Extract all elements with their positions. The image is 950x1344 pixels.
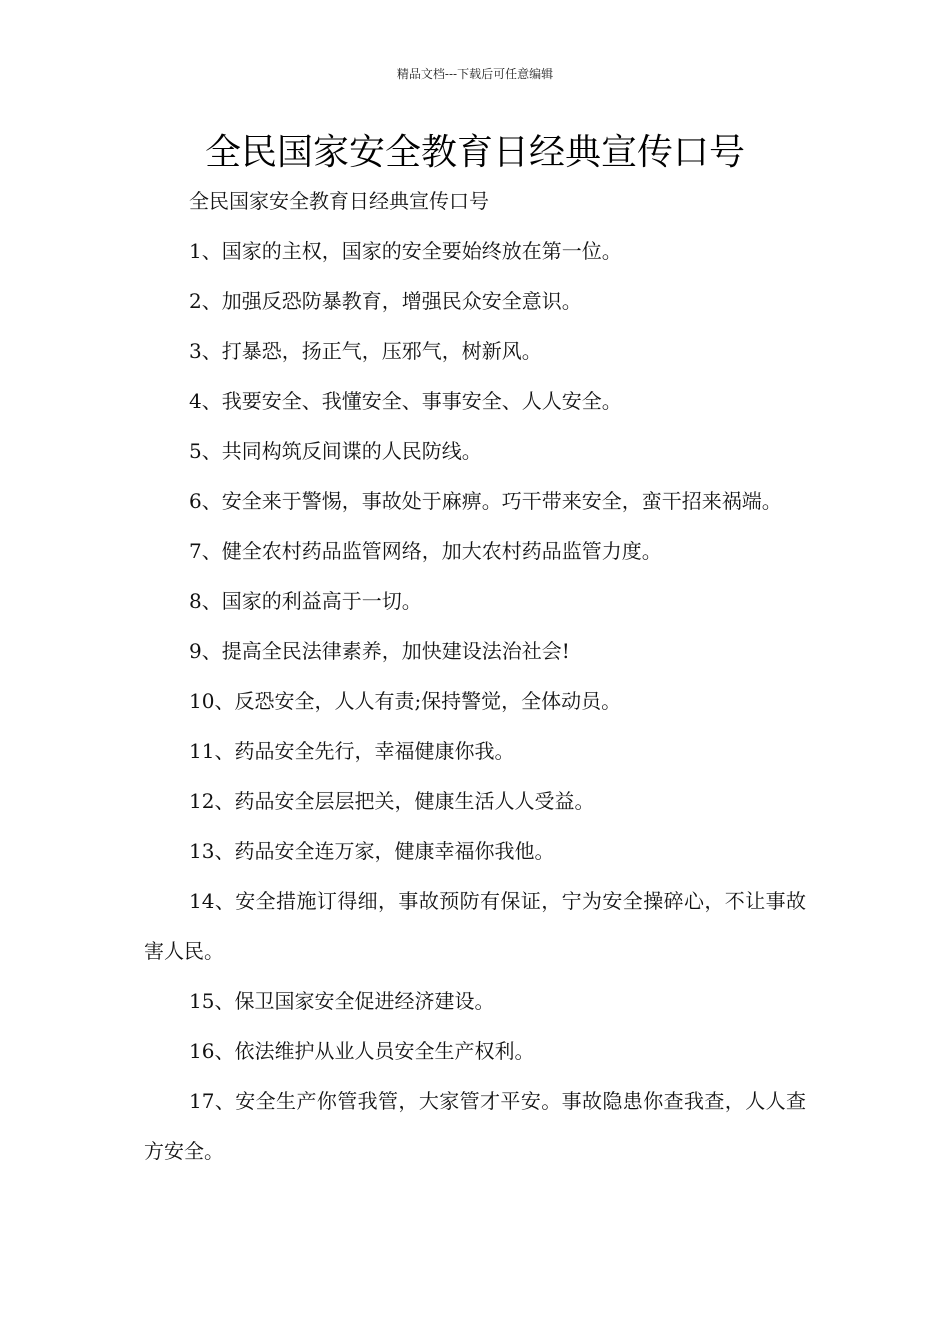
slogan-item: 11、药品安全先行，幸福健康你我。 — [189, 739, 515, 763]
slogan-item: 7、健全农村药品监管网络，加大农村药品监管力度。 — [189, 539, 662, 563]
slogan-item: 4、我要安全、我懂安全、事事安全、人人安全。 — [189, 389, 622, 413]
slogan-item: 5、共同构筑反间谍的人民防线。 — [189, 439, 482, 463]
slogan-item: 2、加强反恐防暴教育，增强民众安全意识。 — [189, 289, 582, 313]
slogan-item: 17、安全生产你管我管，大家管才平安。事故隐患你查我查，人人查方安全。 — [144, 1089, 806, 1163]
header-note: 精品文档---下载后可任意编辑 — [396, 67, 554, 81]
slogan-item: 9、提高全民法律素养，加快建设法治社会! — [189, 639, 570, 663]
slogan-item: 16、依法维护从业人员安全生产权利。 — [189, 1039, 535, 1063]
document-title: 全民国家安全教育日经典宣传口号 — [204, 132, 745, 173]
document-subtitle: 全民国家安全教育日经典宣传口号 — [189, 189, 489, 213]
slogan-item: 3、打暴恐，扬正气，压邪气，树新风。 — [189, 339, 542, 363]
slogan-item: 14、安全措施订得细，事故预防有保证，宁为安全操碎心，不让事故害人民。 — [144, 889, 806, 963]
slogan-item: 15、保卫国家安全促进经济建设。 — [189, 989, 495, 1013]
slogan-item: 12、药品安全层层把关，健康生活人人受益。 — [189, 789, 595, 813]
slogan-item: 10、反恐安全，人人有责;保持警觉，全体动员。 — [189, 689, 622, 713]
document-body — [144, 176, 806, 1176]
slogan-item: 8、国家的利益高于一切。 — [189, 589, 422, 613]
slogan-item: 13、药品安全连万家，健康幸福你我他。 — [189, 839, 555, 863]
slogan-item: 1、国家的主权，国家的安全要始终放在第一位。 — [189, 239, 622, 263]
slogan-item: 6、安全来于警惕，事故处于麻痹。巧干带来安全，蛮干招来祸端。 — [189, 489, 782, 513]
